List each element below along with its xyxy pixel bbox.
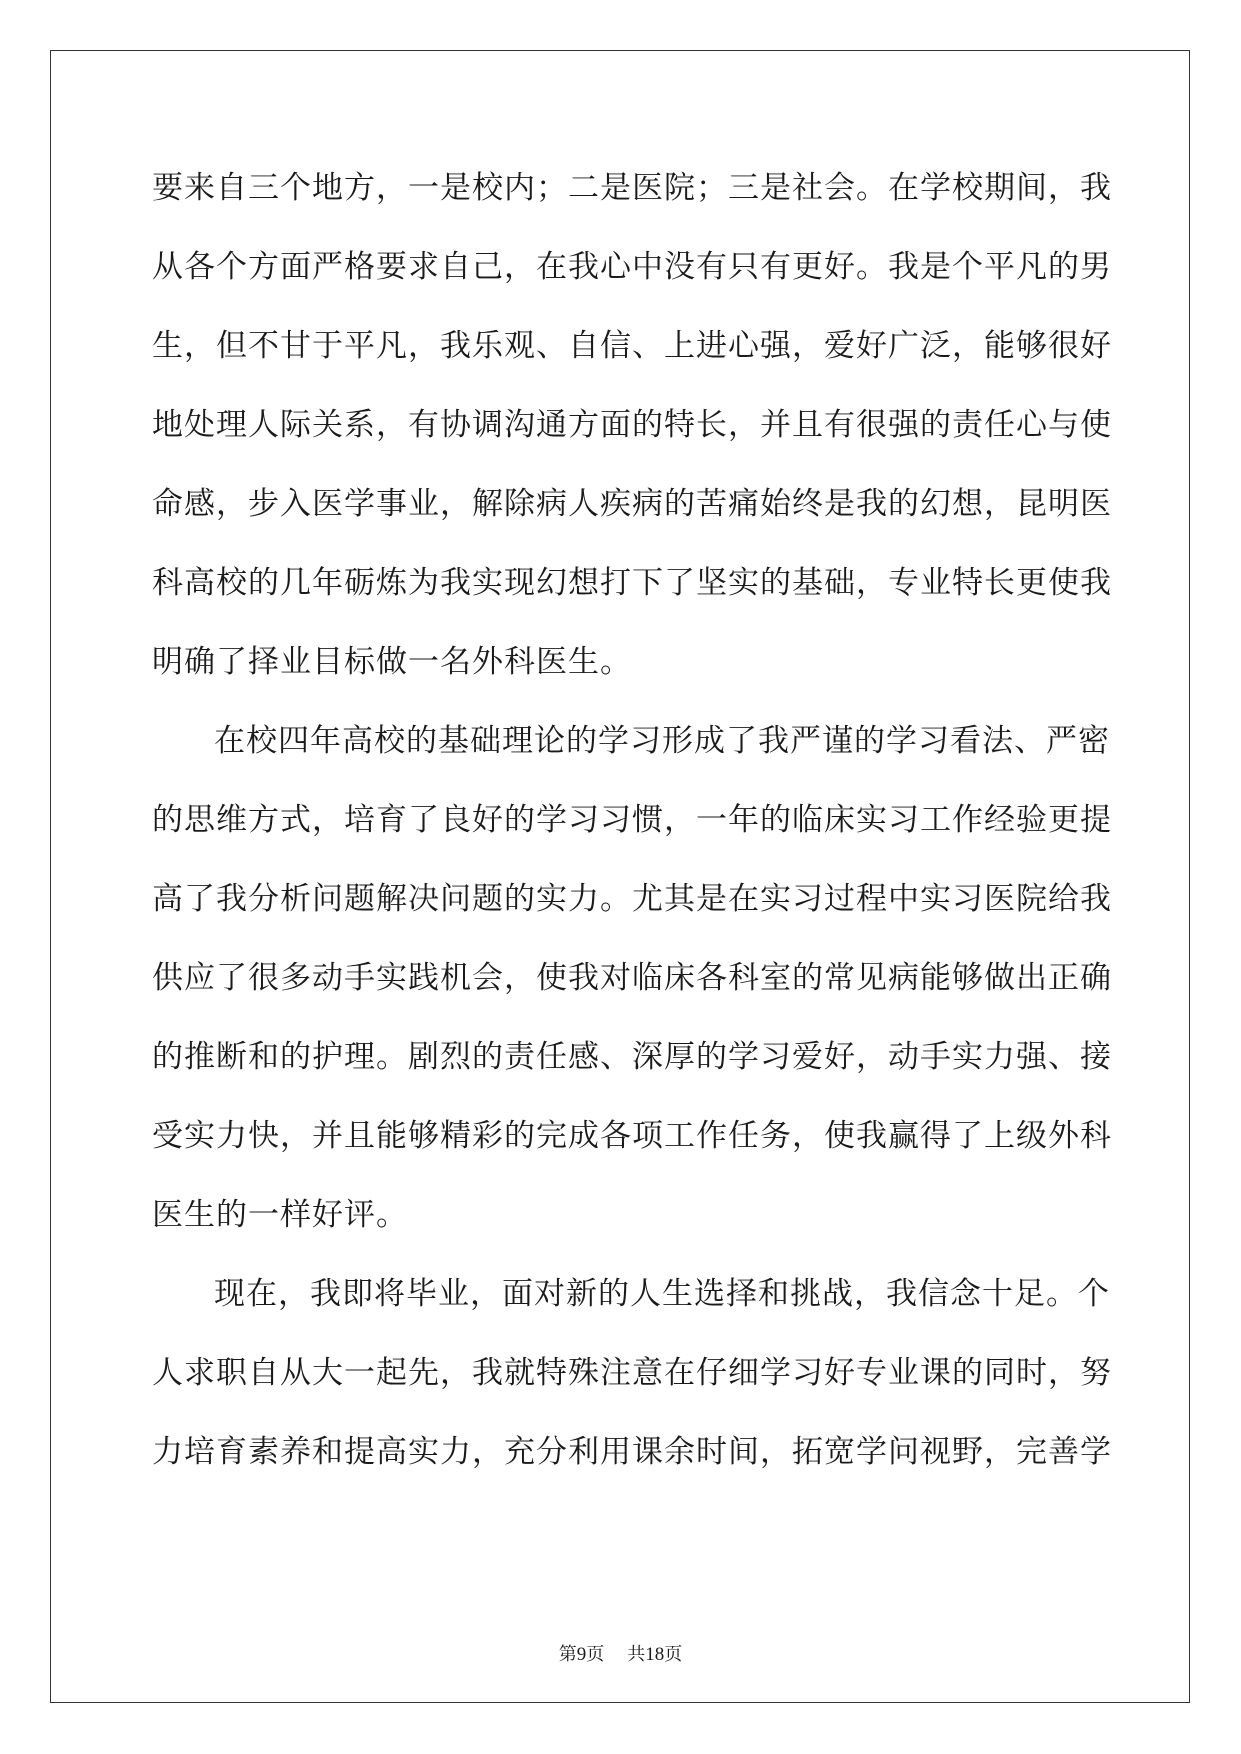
text-line: 医生的一样好评。 — [152, 1197, 408, 1233]
text-line: 在校四年高校的基础理论的学习形成了我严谨的学习看法、严密 — [214, 723, 1110, 759]
text-line: 从各个方面严格要求自己，在我心中没有只有更好。我是个平凡的男 — [152, 249, 1112, 285]
total-pages: 18 — [645, 1644, 665, 1665]
total-suffix: 页 — [664, 1644, 683, 1665]
document-body — [152, 168, 1112, 1511]
page-prefix: 第 — [558, 1644, 577, 1665]
text-line: 人求职自从大一起先，我就特殊注意在仔细学习好专业课的同时，努 — [152, 1355, 1112, 1391]
page-footer — [0, 1643, 1241, 1667]
text-line: 的思维方式，培育了良好的学习习惯，一年的临床实习工作经验更提 — [152, 802, 1112, 838]
text-line: 高了我分析问题解决问题的实力。尤其是在实习过程中实习医院给我 — [152, 881, 1112, 917]
text-line: 供应了很多动手实践机会，使我对临床各科室的常见病能够做出正确 — [152, 960, 1112, 996]
text-line: 地处理人际关系，有协调沟通方面的特长，并且有很强的责任心与使 — [152, 407, 1112, 443]
text-line: 命感，步入医学事业，解除病人疾病的苦痛始终是我的幻想，昆明医 — [152, 486, 1112, 522]
page-number: 9 — [576, 1644, 587, 1665]
total-prefix: 共 — [627, 1644, 646, 1665]
text-line: 要来自三个地方，一是校内；二是医院；三是社会。在学校期间，我 — [152, 170, 1112, 206]
paragraph-1 — [152, 168, 1112, 721]
paragraph-3 — [152, 1274, 1112, 1511]
text-line: 明确了择业目标做一名外科医生。 — [152, 644, 632, 680]
paragraph-2 — [152, 721, 1112, 1274]
text-line: 现在，我即将毕业，面对新的人生选择和挑战，我信念十足。个 — [214, 1276, 1110, 1312]
text-line: 受实力快，并且能够精彩的完成各项工作任务，使我赢得了上级外科 — [152, 1118, 1112, 1154]
text-line: 科高校的几年砺炼为我实现幻想打下了坚实的基础，专业特长更使我 — [152, 565, 1112, 601]
text-line: 力培育素养和提高实力，充分利用课余时间，拓宽学问视野，完善学 — [152, 1434, 1112, 1470]
page-suffix: 页 — [586, 1644, 605, 1665]
text-line: 生，但不甘于平凡，我乐观、自信、上进心强，爱好广泛，能够很好 — [152, 328, 1112, 364]
text-line: 的推断和的护理。剧烈的责任感、深厚的学习爱好，动手实力强、接 — [152, 1039, 1112, 1075]
